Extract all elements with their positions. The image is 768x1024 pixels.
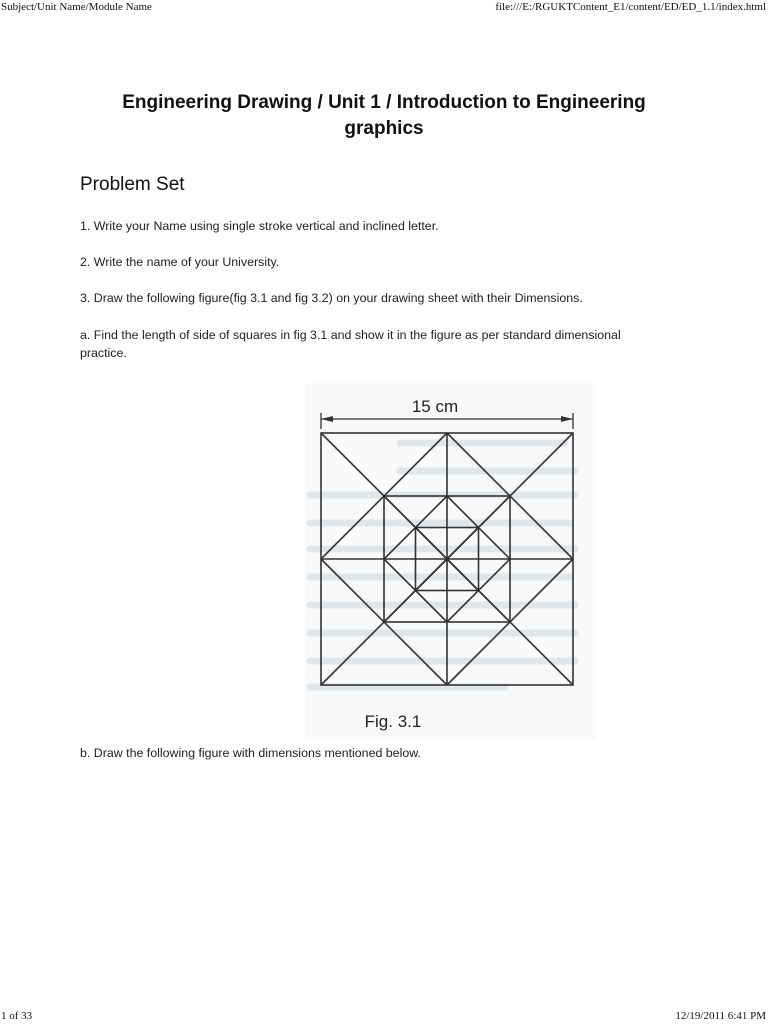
problem-3: 3. Draw the following figure(fig 3.1 and fig 3.2) on your drawing sheet with their Dimensions. xyxy=(80,291,583,305)
figure-3-1 xyxy=(305,383,595,739)
dimension-label: 15 cm xyxy=(411,397,459,416)
print-header-left: Subject/Unit Name/Module Name xyxy=(1,1,152,13)
print-footer xyxy=(0,1010,768,1024)
print-timestamp: 12/19/2011 6:41 PM xyxy=(675,1010,766,1022)
section-heading: Problem Set xyxy=(80,174,185,195)
figure-caption: Fig. 3.1 xyxy=(364,712,422,731)
problem-2: 2. Write the name of your University. xyxy=(80,255,280,269)
problem-3b: b. Draw the following figure with dimensions mentioned below. xyxy=(80,746,421,760)
print-header-url: file:///E:/RGUKTContent_E1/content/ED/ED_1.1/index.html xyxy=(495,1,766,13)
page-title: Engineering Drawing / Unit 1 / Introduction to Engineering graphics xyxy=(122,92,646,139)
print-header xyxy=(0,1,768,15)
problem-1: 1. Write your Name using single stroke vertical and inclined letter. xyxy=(80,219,439,233)
page-count: 1 of 33 xyxy=(1,1010,33,1022)
problem-3a: a. Find the length of side of squares in fig 3.1 and show it in the figure as per standard dimensional practice. xyxy=(80,328,621,360)
